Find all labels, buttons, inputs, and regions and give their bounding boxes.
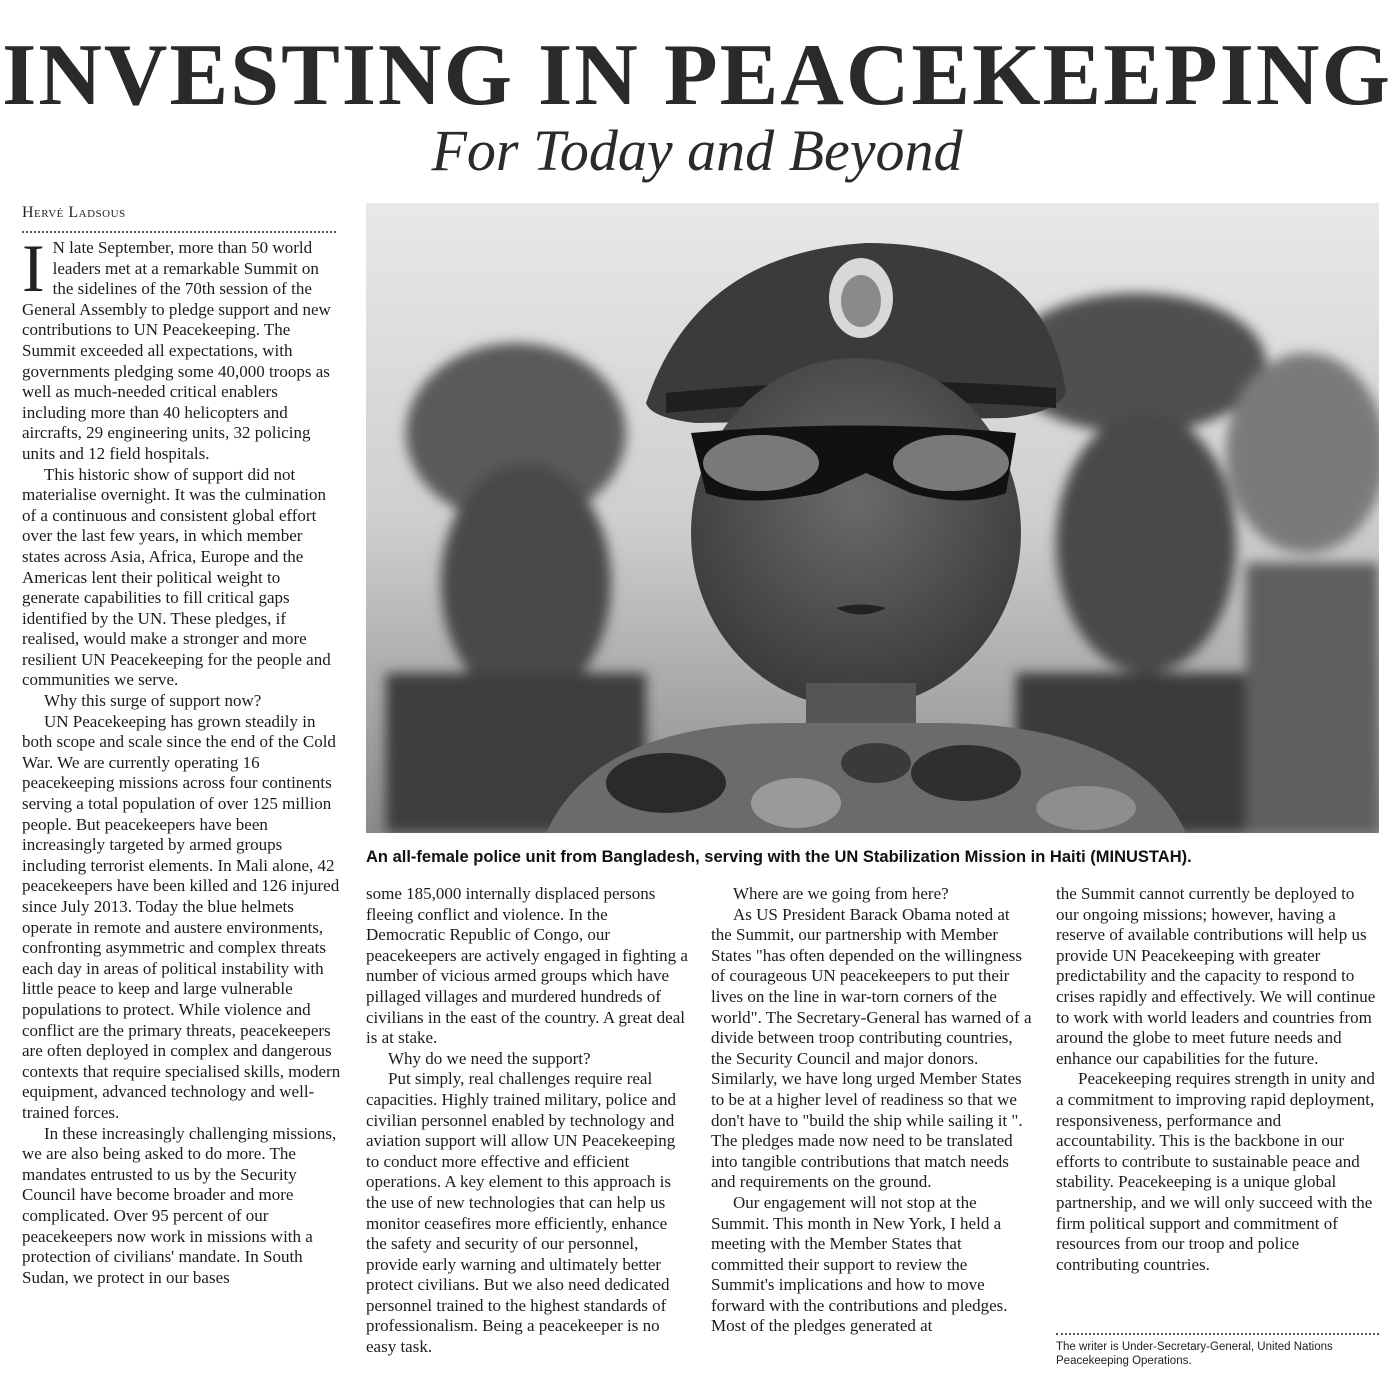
section-question: Where are we going from here? [733,884,949,903]
subheadline: For Today and Beyond [431,118,963,183]
photo-caption: An all-female police unit from Bangladesh, serving with the UN Stabilization Mission in Haiti (MINUSTAH). [366,848,1192,866]
byline: Hervé Ladsous [22,204,126,221]
paragraph: Our engagement will not stop at the Summit. This month in New York, I held a meeting with the Member States that committed their support to review the Summit's implications and how to move forward with the contributions and pledges. Most of the pledges generated at [711,1192,1008,1336]
paragraph: This historic show of support did not materialise overnight. It was the culmination of a continuous and consistent global effort over the last few years, in which member states across Asia, Africa, Europe and the Americas lent their political weight to generate capabilities to fill critical gaps identified by the UN. These pledges, if realised, would make a stronger and more resilient UN Peacekeeping for the people and communities we serve. [22,464,331,690]
paragraph: the Summit cannot currently be deployed to our ongoing missions; however, having a reserve of available contributions will help us provide UN Peacekeeping with greater predictability and the capacity to respond to crises rapidly and effectively. We will continue to work with world leaders and countries from around the globe to meet future needs and enhance our capabilities for the future. [1056,884,1376,1068]
paragraph: As US President Barack Obama noted at the Summit, our partnership with Member States "has often depended on the willingness of courageous UN peacekeepers to put their lives on the line in war-torn corners of the world". The Secretary-General has warned of a divide between troop contributing countries, the Security Council and major donors. Similarly, we have long urged Member States to be at a higher level of readiness so that we don't have to "build the ship while sailing it ". The pledges made now need to be translated into tangible contributions that match needs and requirements on the ground. [711,904,1032,1192]
footnote-divider [1056,1333,1379,1335]
paragraph: In these increasingly challenging missions, we are also being asked to do more. The mandates entrusted to us by the Security Council have become broader and more complicated. Over 95 percent of our peacekeepers now work in missions with a protection of civilians' mandate. In South Sudan, we protect in our bases [22,1123,337,1287]
byline-divider [22,231,336,233]
column-4 [1056,884,1379,1275]
section-question: Why do we need the support? [388,1048,591,1068]
column-1 [22,230,342,1288]
headline: INVESTING IN PEACEKEEPING [2,27,1392,124]
paragraph: Peacekeeping requires strength in unity and a commitment to improving rapid deployment, responsiveness, performance and accountability. This is the backbone in our efforts to contribute to sustainable peace and stability. Peacekeeping is a unique global partnership, and we will only succeed with the firm political support and commitment of resources from our troop and police contributing countries. [1056,1069,1375,1274]
column-3 [711,884,1034,1337]
author-footnote: The writer is Under-Secretary-General, United Nations Peacekeeping Operations. [1056,1341,1333,1367]
drop-cap: I [22,230,45,306]
paragraph: I N late September, more than 50 world leaders met at a remarkable Summit on the sidelines of the 70th session of the General Assembly to pledge support and new contributions to UN Peacekeeping. The Summit exceeded all expectations, with governments pledging some 40,000 troops as well as much-needed critical enablers including more than 40 helicopters and aircrafts, 29 engineering units, 32 policing units and 12 field hospitals. [22,230,331,463]
paragraph: some 185,000 internally displaced persons fleeing conflict and violence. In the Democratic Republic of Congo, our peacekeepers are actively engaged in fighting a number of vicious armed groups which have pillaged villages and murdered hundreds of civilians in the east of the country. A great deal is at stake. [366,884,688,1048]
column-2 [366,884,688,1358]
article-photo [366,203,1379,833]
paragraph: UN Peacekeeping has grown steadily in both scope and scale since the end of the Cold War. We are currently operating 16 peacekeeping missions across four continents serving a total population of over 125 million people. But peacekeepers have been increasingly targeted by armed groups including terrorist elements. In Mali alone, 42 peacekeepers have been killed and 126 injured since July 2013. Today the blue helmets operate in remote and austere environments, confronting asymmetric and complex threats each day in areas of political instability with little peace to keep and large vulnerable populations to protect. While violence and conflict are the primary threats, peacekeepers are often deployed in complex and dangerous contexts that require specialised skills, modern equipment, advanced technology and well-trained forces. [22,711,341,1122]
paragraph: Put simply, real challenges require real capacities. Highly trained military, police and civilian personnel enabled by technology and aviation support will allow UN Peacekeeping to conduct more effective and efficient operations. A key element to this approach is the use of new technologies that can help us monitor ceasefires more efficiently, enhance the safety and security of our personnel, provide early warning and ultimately better protect civilians. But we also need dedicated personnel trained to the highest standards of professionalism. Being a peacekeeper is no easy task. [366,1069,676,1357]
section-question: Why this surge of support now? [44,691,262,711]
